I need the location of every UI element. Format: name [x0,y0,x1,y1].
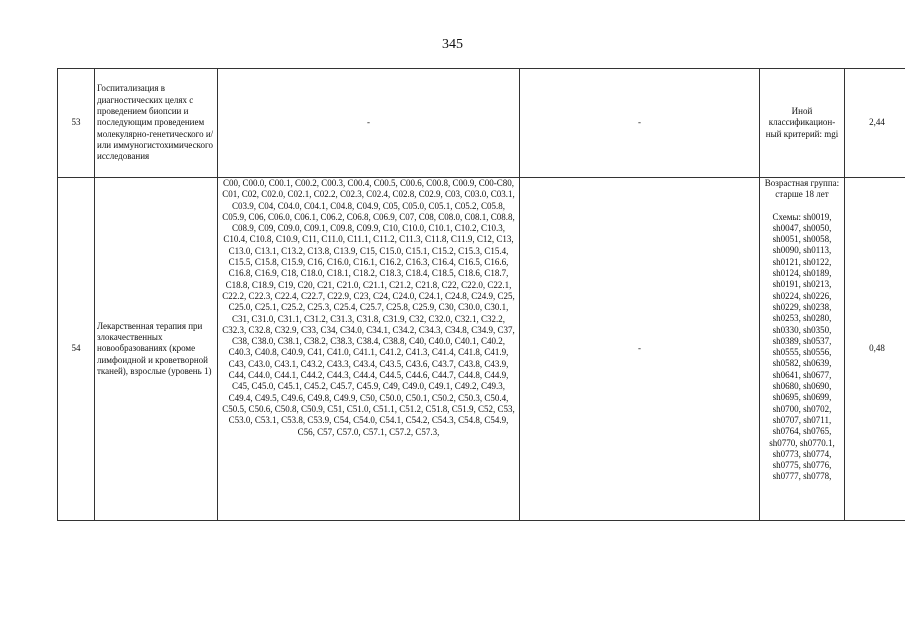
row-criteria: Иной классификацион-ный критерий: mgi [760,69,845,178]
row-criteria [762,178,842,516]
criteria-age: Возрастная группа: старше 18 лет [764,178,840,200]
row-diagnosis-codes: C00, C00.0, C00.1, C00.2, C00.3, C00.4, C00.5, C00.6, C00.8, C00.9, C00-C80, C01, C02, C02.0, C02.1, C02.2, C02.3, C02.4, C02.8, C02.9, C03, C03.0, C03.1, C03.9, C04, C04.0, C04.1, C04.8, C04.9, C05, C05.0, C05.1, C05.2, C05.8, C05.9, C06, C06.0, C06.1, C06.2, C06.8, C06.9, C07, C08, C08.0, C08.1, C08.8, C08.9, C09, C09.0, C09.1, C09.8, C09.9, C10, C10.0, C10.1, C10.2, C10.3, C10.4, C10.8, C10.9, C11, C11.0, C11.1, C11.2, C11.3, C11.8, C11.9, C12, C13, C13.0, C13.1, C13.2, C13.8, C13.9, C15, C15.0, C15.1, C15.2, C15.3, C15.4, C15.5, C15.8, C15.9, C16, C16.0, C16.1, C16.2, C16.3, C16.4, C16.5, C16.6, C16.8, C16.9, C18, C18.0, C18.1, C18.2, C18.3, C18.4, C18.5, C18.6, C18.7, C18.8, C18.9, C19, C20, C21, C21.0, C21.1, C21.2, C21.8, C22, C22.0, C22.1, C22.2, C22.3, C22.4, C22.7, C22.9, C23, C24, C24.0, C24.1, C24.8, C24.9, C25, C25.0, C25.1, C25.2, C25.3, C25.4, C25.7, C25.8, C25.9, C30, C30.0, C30.1, C31, C31.0, C31.1, C31.2, C31.3, C31.8, C31.9, C32, C32.0, C32.1, C32.2, C32.3, C32.8, C32.9, C33, C34, C34.0, C34.1, C34.2, C34.3, C34.8, C34.9, C37, C38, C38.0, C38.1, C38.2, C38.3, C38.4, C38.8, C40, C40.0, C40.1, C40.2, C40.3, C40.8, C40.9, C41, C41.0, C41.1, C41.2, C41.3, C41.4, C41.8, C41.9, C43, C43.0, C43.1, C43.2, C43.3, C43.4, C43.5, C43.6, C43.7, C43.8, C43.9, C44, C44.0, C44.1, C44.2, C44.3, C44.4, C44.5, C44.6, C44.7, C44.8, C44.9, C45, C45.0, C45.1, C45.2, C45.7, C45.9, C49, C49.0, C49.1, C49.2, C49.3, C49.4, C49.5, C49.6, C49.8, C49.9, C50, C50.0, C50.1, C50.2, C50.3, C50.4, C50.5, C50.6, C50.8, C50.9, C51, C51.0, C51.1, C51.2, C51.8, C51.9, C52, C53, C53.0, C53.1, C53.8, C53.9, C54, C54.0, C54.1, C54.2, C54.3, C54.8, C54.9, C56, C57, C57.0, C57.1, C57.2, C57.3, [222,178,515,437]
row-diagnosis-codes-cell [218,178,520,521]
row-diagnosis-codes: - [218,69,520,178]
row-service-codes: - [520,69,760,178]
row-criteria-cell [760,178,845,521]
page-number: 345 [442,37,463,52]
row-coefficient: 2,44 [845,69,905,178]
table-row [58,178,905,521]
tariff-table [57,68,905,521]
row-coefficient: 0,48 [845,178,905,521]
table-row [58,69,905,178]
row-name: Госпитализация в диагностических целях с проведением биопсии и последующим проведением молекулярно-генетического и/или иммуногистохимического исследования [95,69,218,178]
row-number: 54 [58,178,95,521]
criteria-schemes: Схемы: sh0019, sh0047, sh0050, sh0051, sh0058, sh0090, sh0113, sh0121, sh0122, sh0124, sh0189, sh0191, sh0213, sh0224, sh0226, sh0229, sh0238, sh0253, sh0280, sh0330, sh0350, sh0389, sh0537, sh0555, sh0556, sh0582, sh0639, sh0641, sh0677, sh0680, sh0690, sh0695, sh0699, sh0700, sh0702, sh0707, sh0711, sh0764, sh0765, sh0770, sh0770.1, sh0773, sh0774, sh0775, sh0776, sh0777, sh0778, [769,211,835,482]
row-name: Лекарственная терапия при злокачественных новообразованиях (кроме лимфоидной и кроветворной тканей), взрослые (уровень 1) [95,178,218,521]
row-service-codes: - [520,178,760,521]
row-number: 53 [58,69,95,178]
